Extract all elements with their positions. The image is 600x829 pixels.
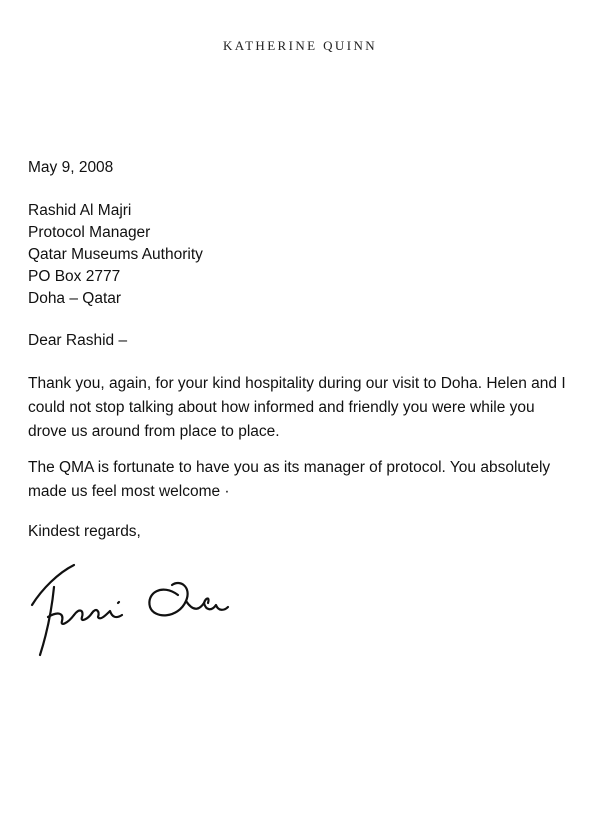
recipient-name: Rashid Al Majri bbox=[28, 202, 132, 219]
body-paragraph-2 bbox=[28, 456, 588, 504]
body-paragraph-1-line: could not stop talking about how informed and friendly you were while you bbox=[28, 399, 535, 416]
letter-date: May 9, 2008 bbox=[28, 159, 114, 176]
recipient-po-box: PO Box 2777 bbox=[28, 268, 121, 285]
handwritten-signature bbox=[28, 555, 258, 665]
recipient-title: Protocol Manager bbox=[28, 224, 151, 241]
closing: Kindest regards, bbox=[28, 523, 141, 540]
body-paragraph-1 bbox=[28, 372, 588, 444]
salutation: Dear Rashid – bbox=[28, 332, 128, 349]
letterhead: KATHERINE QUINN bbox=[222, 38, 378, 53]
body-paragraph-1-line: drove us around from place to place. bbox=[28, 423, 280, 440]
body-paragraph-1-line: Thank you, again, for your kind hospitality during our visit to Doha. Helen and I bbox=[28, 375, 566, 392]
body-paragraph-2-line: made us feel most welcome · bbox=[28, 483, 230, 500]
recipient-city: Doha – Qatar bbox=[28, 290, 122, 307]
body-paragraph-2-line: The QMA is fortunate to have you as its manager of protocol. You absolutely bbox=[28, 459, 551, 476]
recipient-organization: Qatar Museums Authority bbox=[28, 246, 203, 263]
